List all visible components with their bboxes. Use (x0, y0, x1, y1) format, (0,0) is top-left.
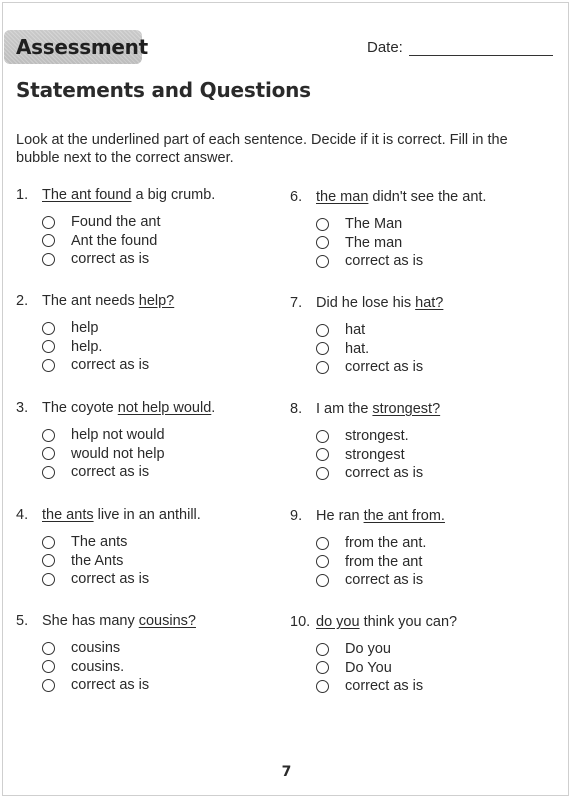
question-underlined: hat? (415, 295, 444, 311)
question-text (16, 612, 266, 630)
option-label: correct as is (71, 357, 150, 374)
bubble-icon[interactable] (42, 359, 55, 372)
question-2 (16, 292, 266, 375)
option-label: correct as is (345, 572, 424, 589)
bubble-icon[interactable] (316, 574, 329, 587)
answer-option[interactable] (42, 319, 266, 338)
option-label: the Ants (71, 552, 124, 569)
option-label: Do you (345, 641, 391, 658)
question-underlined: strongest? (372, 401, 441, 417)
question-underlined: do you (316, 614, 360, 630)
option-label: correct as is (71, 251, 150, 268)
question-7 (290, 294, 540, 377)
answer-option[interactable] (316, 427, 540, 446)
question-number: 3. (16, 400, 29, 416)
answer-option[interactable] (42, 232, 266, 251)
bubble-icon[interactable] (316, 680, 329, 693)
answer-option[interactable] (42, 426, 266, 445)
bubble-icon[interactable] (42, 253, 55, 266)
bubble-icon[interactable] (42, 447, 55, 460)
question-9 (290, 507, 540, 590)
question-text (290, 294, 540, 312)
bubble-icon[interactable] (316, 255, 329, 268)
question-3 (16, 399, 266, 482)
question-text (16, 399, 266, 417)
question-pre: The coyote (42, 400, 118, 416)
bubble-icon[interactable] (316, 448, 329, 461)
answer-option[interactable] (316, 358, 540, 377)
instructions: Look at the underlined part of each sentence. Decide if it is correct. Fill in the bubble next to the correct answer. (16, 132, 508, 166)
page-number: 7 (281, 764, 292, 780)
assessment-header-tab (4, 30, 148, 64)
date-field (367, 39, 553, 56)
answer-option[interactable] (316, 571, 540, 590)
option-label: cousins. (71, 658, 125, 675)
option-label: help (71, 320, 99, 337)
question-pre: Did he lose his (316, 295, 416, 311)
bubble-icon[interactable] (42, 642, 55, 655)
answer-options (42, 213, 266, 269)
question-pre: She has many (42, 613, 139, 629)
answer-option[interactable] (42, 676, 266, 695)
answer-option[interactable] (42, 338, 266, 357)
answer-option[interactable] (42, 445, 266, 464)
option-label: The man (345, 234, 403, 251)
option-label: from the ant. (345, 535, 427, 552)
question-number: 1. (16, 187, 29, 203)
bubble-icon[interactable] (42, 573, 55, 586)
date-input-line[interactable] (409, 41, 553, 56)
question-underlined: The ant found (42, 187, 132, 203)
question-post: live in an anthill. (93, 507, 201, 523)
answer-option[interactable] (42, 463, 266, 482)
question-underlined: the ant from. (363, 508, 445, 524)
answer-option[interactable] (42, 552, 266, 571)
option-label: help. (71, 338, 103, 355)
question-pre: He ran (316, 508, 364, 524)
answer-options (316, 534, 540, 590)
date-label: Date: (367, 39, 403, 56)
bubble-icon[interactable] (316, 342, 329, 355)
answer-option[interactable] (316, 534, 540, 553)
answer-options (42, 533, 266, 589)
option-label: The ants (71, 534, 128, 551)
option-label: strongest (345, 446, 405, 463)
question-text (16, 506, 266, 524)
option-label: correct as is (345, 465, 424, 482)
question-pre: I am the (316, 401, 373, 417)
question-post: a big crumb. (131, 187, 216, 203)
bubble-icon[interactable] (42, 234, 55, 247)
answer-options (316, 640, 540, 696)
bubble-icon[interactable] (42, 322, 55, 335)
option-label: correct as is (71, 677, 150, 694)
answer-option[interactable] (42, 250, 266, 269)
question-4 (16, 506, 266, 589)
answer-option[interactable] (42, 533, 266, 552)
bubble-icon[interactable] (42, 429, 55, 442)
bubble-icon[interactable] (42, 554, 55, 567)
answer-option[interactable] (316, 553, 540, 572)
bubble-icon[interactable] (316, 661, 329, 674)
question-text (290, 188, 540, 206)
answer-option[interactable] (316, 321, 540, 340)
answer-option[interactable] (316, 677, 540, 696)
option-label: Found the ant (71, 214, 161, 231)
question-text (290, 507, 540, 525)
bubble-icon[interactable] (42, 216, 55, 229)
bubble-icon[interactable] (316, 236, 329, 249)
question-number: 5. (16, 613, 29, 629)
option-label: from the ant (345, 553, 423, 570)
option-label: Do You (345, 659, 392, 676)
option-label: correct as is (71, 571, 150, 588)
option-label: The Man (345, 216, 403, 233)
option-label: hat. (345, 340, 370, 357)
question-text (290, 613, 540, 631)
option-label: correct as is (345, 359, 424, 376)
question-post: didn't see the ant. (368, 189, 487, 205)
option-label: help not would (71, 427, 165, 444)
bubble-icon[interactable] (316, 218, 329, 231)
bubble-icon[interactable] (316, 430, 329, 443)
answer-options (316, 321, 540, 377)
option-label: hat (345, 322, 366, 339)
question-text (16, 292, 266, 310)
answer-option[interactable] (42, 639, 266, 658)
answer-options (316, 215, 540, 271)
answer-option[interactable] (316, 234, 540, 253)
answer-option[interactable] (42, 570, 266, 589)
option-label: strongest. (345, 428, 409, 445)
bubble-icon[interactable] (316, 643, 329, 656)
answer-option[interactable] (316, 640, 540, 659)
question-6 (290, 188, 540, 271)
question-number: 4. (16, 507, 29, 523)
question-underlined: cousins? (138, 613, 196, 629)
question-pre: The ant needs (42, 293, 139, 309)
bubble-icon[interactable] (316, 537, 329, 550)
option-label: Ant the found (71, 232, 158, 249)
answer-option[interactable] (316, 464, 540, 483)
answer-option[interactable] (316, 215, 540, 234)
bubble-icon[interactable] (316, 467, 329, 480)
answer-options (316, 427, 540, 483)
bubble-icon[interactable] (316, 324, 329, 337)
question-number: 8. (290, 401, 303, 417)
question-number: 6. (290, 189, 303, 205)
question-text (290, 400, 540, 418)
answer-option[interactable] (42, 356, 266, 375)
answer-option[interactable] (316, 659, 540, 678)
question-number: 10. (290, 614, 311, 630)
answer-options (42, 426, 266, 482)
question-text (16, 186, 266, 204)
page-title: Statements and Questions (16, 78, 311, 102)
answer-option[interactable] (316, 446, 540, 465)
question-number: 7. (290, 295, 303, 311)
answer-option[interactable] (316, 340, 540, 359)
answer-option[interactable] (316, 252, 540, 271)
question-post: think you can? (359, 614, 458, 630)
question-post: . (211, 400, 216, 416)
answer-options (42, 639, 266, 695)
question-underlined: the man (316, 189, 369, 205)
bubble-icon[interactable] (42, 679, 55, 692)
question-underlined: help? (138, 293, 175, 309)
option-label: cousins (71, 640, 121, 657)
question-8 (290, 400, 540, 483)
option-label: would not help (71, 445, 165, 462)
answer-options (42, 319, 266, 375)
question-underlined: the ants (42, 507, 94, 523)
question-number: 9. (290, 508, 303, 524)
answer-option[interactable] (42, 213, 266, 232)
bubble-icon[interactable] (316, 361, 329, 374)
bubble-icon[interactable] (42, 466, 55, 479)
option-label: correct as is (71, 464, 150, 481)
answer-option[interactable] (42, 658, 266, 677)
question-underlined: not help would (117, 400, 212, 416)
question-10 (290, 613, 540, 696)
question-1 (16, 186, 266, 269)
option-label: correct as is (345, 253, 424, 270)
question-number: 2. (16, 293, 29, 309)
bubble-icon[interactable] (316, 555, 329, 568)
bubble-icon[interactable] (42, 340, 55, 353)
assessment-label: Assessment (16, 35, 148, 59)
bubble-icon[interactable] (42, 660, 55, 673)
option-label: correct as is (345, 678, 424, 695)
question-5 (16, 612, 266, 695)
bubble-icon[interactable] (42, 536, 55, 549)
